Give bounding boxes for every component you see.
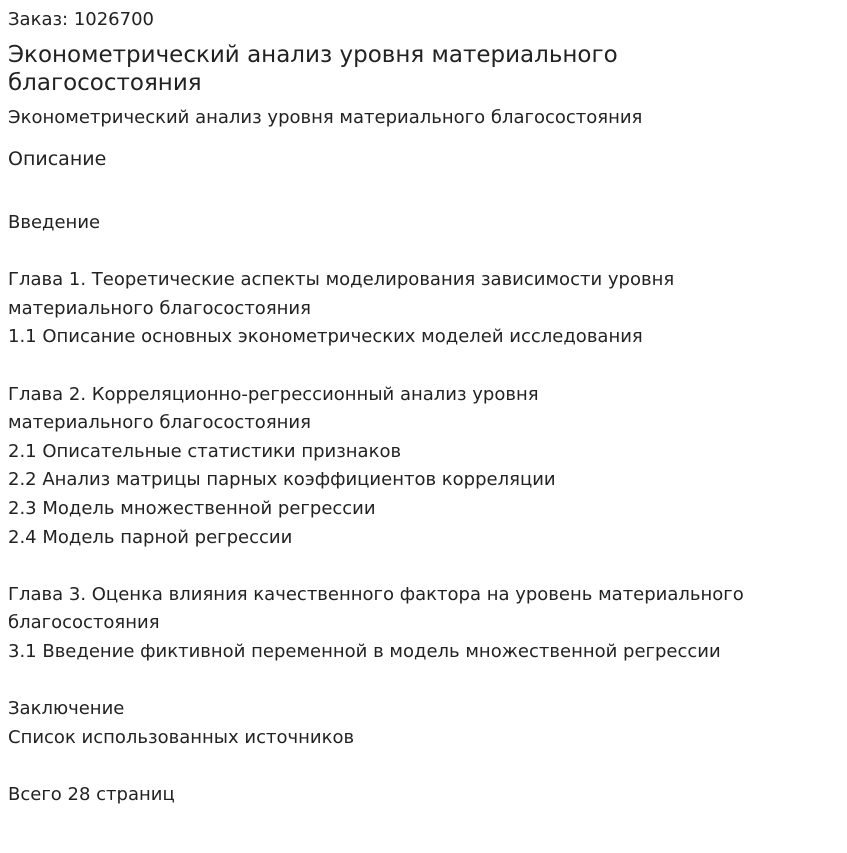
toc-line: 2.2 Анализ матрицы парных коэффициентов корреляции bbox=[8, 469, 556, 491]
document-subtitle: Эконометрический анализ уровня материального благосостояния bbox=[8, 107, 643, 128]
toc-line bbox=[8, 552, 847, 581]
toc-line: материального благосостояния bbox=[8, 297, 311, 319]
toc-line: Список использованных источников bbox=[8, 726, 355, 748]
description-heading: Описание bbox=[8, 148, 107, 170]
toc-line bbox=[8, 752, 847, 781]
toc-line: 2.4 Модель парной регрессии bbox=[8, 526, 293, 548]
toc-line: Заключение bbox=[8, 698, 125, 720]
order-number: Заказ: 1026700 bbox=[8, 9, 154, 30]
toc-line: Глава 3. Оценка влияния качественного фактора на уровень материального bbox=[8, 583, 744, 605]
toc-line: 3.1 Введение фиктивной переменной в модель множественной регрессии bbox=[8, 640, 721, 662]
toc-line: 1.1 Описание основных эконометрических моделей исследования bbox=[8, 326, 643, 348]
toc-line bbox=[8, 352, 847, 381]
toc-line: Всего 28 страниц bbox=[8, 783, 175, 805]
table-of-contents bbox=[8, 209, 847, 809]
toc-line: Глава 1. Теоретические аспекты моделирования зависимости уровня bbox=[8, 269, 675, 291]
toc-line: 2.1 Описательные статистики признаков bbox=[8, 440, 402, 462]
toc-line: материального благосостояния bbox=[8, 412, 311, 434]
document-title: Эконометрический анализ уровня материального благосостояния bbox=[8, 42, 618, 96]
toc-line: 2.3 Модель множественной регрессии bbox=[8, 497, 376, 519]
toc-line: благосостояния bbox=[8, 612, 160, 634]
toc-line: Введение bbox=[8, 212, 101, 233]
toc-line bbox=[8, 238, 847, 267]
toc-line bbox=[8, 667, 847, 696]
toc-line: Глава 2. Корреляционно-регрессионный анализ уровня bbox=[8, 383, 539, 405]
